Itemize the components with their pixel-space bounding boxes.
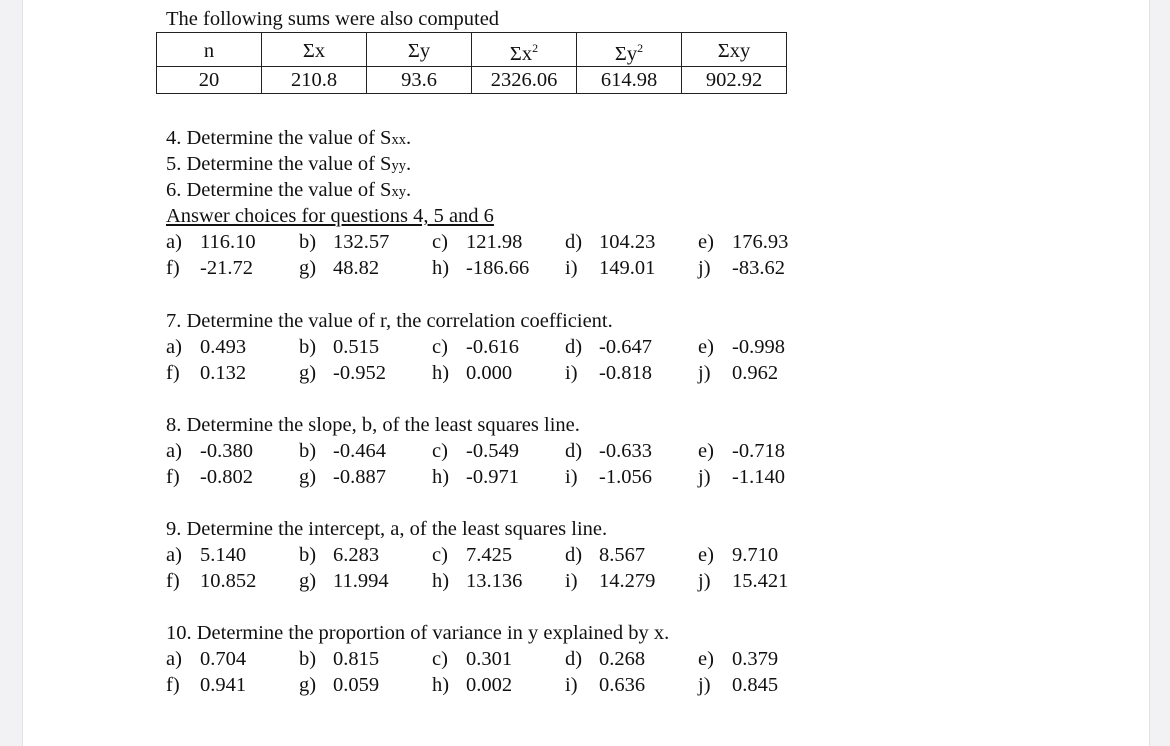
choice-letter: h) xyxy=(432,674,450,696)
choice-value: -186.66 xyxy=(466,257,530,279)
choice-value: 7.425 xyxy=(466,544,513,566)
choice-letter: j) xyxy=(698,362,711,384)
choice-value: 0.301 xyxy=(466,648,513,670)
choice-value: 116.10 xyxy=(200,231,256,253)
choice-value: 0.962 xyxy=(732,362,779,384)
choice-value: -0.549 xyxy=(466,440,519,462)
choice-letter: c) xyxy=(432,544,448,566)
choice-letter: g) xyxy=(299,362,317,384)
choice-value: 104.23 xyxy=(599,231,656,253)
choice-letter: j) xyxy=(698,570,711,592)
choice-value: 0.132 xyxy=(200,362,247,384)
choice-value: 0.845 xyxy=(732,674,779,696)
choice-value: -83.62 xyxy=(732,257,785,279)
choice-letter: i) xyxy=(565,257,578,279)
header-sum-x: Σx xyxy=(262,33,367,67)
choice-value: 132.57 xyxy=(333,231,390,253)
sums-table xyxy=(156,32,787,94)
choice-letter: a) xyxy=(166,336,182,358)
choice-letter: i) xyxy=(565,674,578,696)
answer-choices-header: Answer choices for questions 4, 5 and 6 xyxy=(166,205,494,227)
choice-letter: a) xyxy=(166,648,182,670)
choice-value: 15.421 xyxy=(732,570,789,592)
choice-letter: e) xyxy=(698,231,714,253)
choice-letter: f) xyxy=(166,570,180,592)
choice-value: 0.000 xyxy=(466,362,513,384)
choice-letter: f) xyxy=(166,674,180,696)
value-sum-y2: 614.98 xyxy=(577,67,682,94)
choice-value: -0.818 xyxy=(599,362,652,384)
choice-value: 0.493 xyxy=(200,336,247,358)
choice-value: 0.059 xyxy=(333,674,380,696)
sums-value-row xyxy=(157,67,787,94)
choice-value: 0.002 xyxy=(466,674,513,696)
question-6: 6. Determine the value of Sxy. xyxy=(166,179,412,201)
choice-value: 0.515 xyxy=(333,336,380,358)
choice-value: -0.718 xyxy=(732,440,785,462)
choice-value: 149.01 xyxy=(599,257,656,279)
header-sum-y: Σy xyxy=(367,33,472,67)
document-page xyxy=(22,0,1150,746)
choice-letter: b) xyxy=(299,336,317,358)
choice-value: -1.056 xyxy=(599,466,652,488)
choice-value: -0.633 xyxy=(599,440,652,462)
choice-letter: e) xyxy=(698,648,714,670)
choice-letter: c) xyxy=(432,336,448,358)
choice-letter: d) xyxy=(565,648,583,670)
choice-value: 0.941 xyxy=(200,674,247,696)
choice-value: -0.464 xyxy=(333,440,386,462)
choice-value: 11.994 xyxy=(333,570,389,592)
choice-letter: h) xyxy=(432,362,450,384)
header-sum-x2: $\Sigma x^2$ xyxy=(472,33,577,67)
choice-letter: f) xyxy=(166,466,180,488)
choice-value: -0.647 xyxy=(599,336,652,358)
header-sum-xy: Σxy xyxy=(682,33,787,67)
choice-letter: a) xyxy=(166,544,182,566)
choice-letter: b) xyxy=(299,648,317,670)
choice-value: -0.971 xyxy=(466,466,519,488)
choice-letter: g) xyxy=(299,674,317,696)
choice-letter: h) xyxy=(432,570,450,592)
header-sum-y2: $\Sigma y^2$ xyxy=(577,33,682,67)
choice-value: -1.140 xyxy=(732,466,785,488)
choice-value: 8.567 xyxy=(599,544,646,566)
choice-letter: d) xyxy=(565,336,583,358)
choice-letter: a) xyxy=(166,231,182,253)
value-sum-xy: 902.92 xyxy=(682,67,787,94)
choice-letter: g) xyxy=(299,570,317,592)
choice-value: -0.998 xyxy=(732,336,785,358)
choice-letter: g) xyxy=(299,466,317,488)
choice-letter: c) xyxy=(432,648,448,670)
choice-letter: i) xyxy=(565,570,578,592)
choice-value: -21.72 xyxy=(200,257,253,279)
value-sum-x: 210.8 xyxy=(262,67,367,94)
choice-letter: i) xyxy=(565,466,578,488)
question-4: 4. Determine the value of Sxx. xyxy=(166,127,412,149)
choice-letter: j) xyxy=(698,674,711,696)
choice-letter: b) xyxy=(299,440,317,462)
choice-value: -0.952 xyxy=(333,362,386,384)
choice-letter: a) xyxy=(166,440,182,462)
choice-value: 0.704 xyxy=(200,648,247,670)
value-n: 20 xyxy=(157,67,262,94)
choice-letter: c) xyxy=(432,231,448,253)
question-8: 8. Determine the slope, b, of the least squares line. xyxy=(166,414,580,436)
choice-value: -0.802 xyxy=(200,466,253,488)
choice-value: 48.82 xyxy=(333,257,380,279)
choice-value: 176.93 xyxy=(732,231,789,253)
choice-value: 0.815 xyxy=(333,648,380,670)
choice-letter: b) xyxy=(299,544,317,566)
choice-letter: i) xyxy=(565,362,578,384)
question-5: 5. Determine the value of Syy. xyxy=(166,153,412,175)
choice-letter: j) xyxy=(698,257,711,279)
choice-letter: b) xyxy=(299,231,317,253)
choice-letter: d) xyxy=(565,231,583,253)
value-sum-x2: 2326.06 xyxy=(472,67,577,94)
choice-value: -0.887 xyxy=(333,466,386,488)
choice-value: 10.852 xyxy=(200,570,257,592)
choice-letter: j) xyxy=(698,466,711,488)
choice-value: 0.268 xyxy=(599,648,646,670)
choice-value: 13.136 xyxy=(466,570,523,592)
choice-value: 0.379 xyxy=(732,648,779,670)
sums-header-row xyxy=(157,33,787,67)
choice-value: 9.710 xyxy=(732,544,779,566)
choice-letter: e) xyxy=(698,544,714,566)
choice-value: -0.380 xyxy=(200,440,253,462)
question-7: 7. Determine the value of r, the correlation coefficient. xyxy=(166,310,613,332)
choice-value: 121.98 xyxy=(466,231,523,253)
choice-letter: e) xyxy=(698,336,714,358)
choice-letter: e) xyxy=(698,440,714,462)
choice-letter: f) xyxy=(166,257,180,279)
choice-value: 0.636 xyxy=(599,674,646,696)
choice-letter: d) xyxy=(565,544,583,566)
choice-value: 5.140 xyxy=(200,544,247,566)
choice-letter: h) xyxy=(432,257,450,279)
choice-letter: g) xyxy=(299,257,317,279)
choice-value: 6.283 xyxy=(333,544,380,566)
header-n: n xyxy=(157,33,262,67)
question-9: 9. Determine the intercept, a, of the least squares line. xyxy=(166,518,608,540)
sums-heading: The following sums were also computed xyxy=(166,8,500,30)
question-10: 10. Determine the proportion of variance in y explained by x. xyxy=(166,622,670,644)
choice-letter: c) xyxy=(432,440,448,462)
choice-letter: d) xyxy=(565,440,583,462)
choice-value: -0.616 xyxy=(466,336,519,358)
choice-value: 14.279 xyxy=(599,570,656,592)
value-sum-y: 93.6 xyxy=(367,67,472,94)
choice-letter: h) xyxy=(432,466,450,488)
choice-letter: f) xyxy=(166,362,180,384)
